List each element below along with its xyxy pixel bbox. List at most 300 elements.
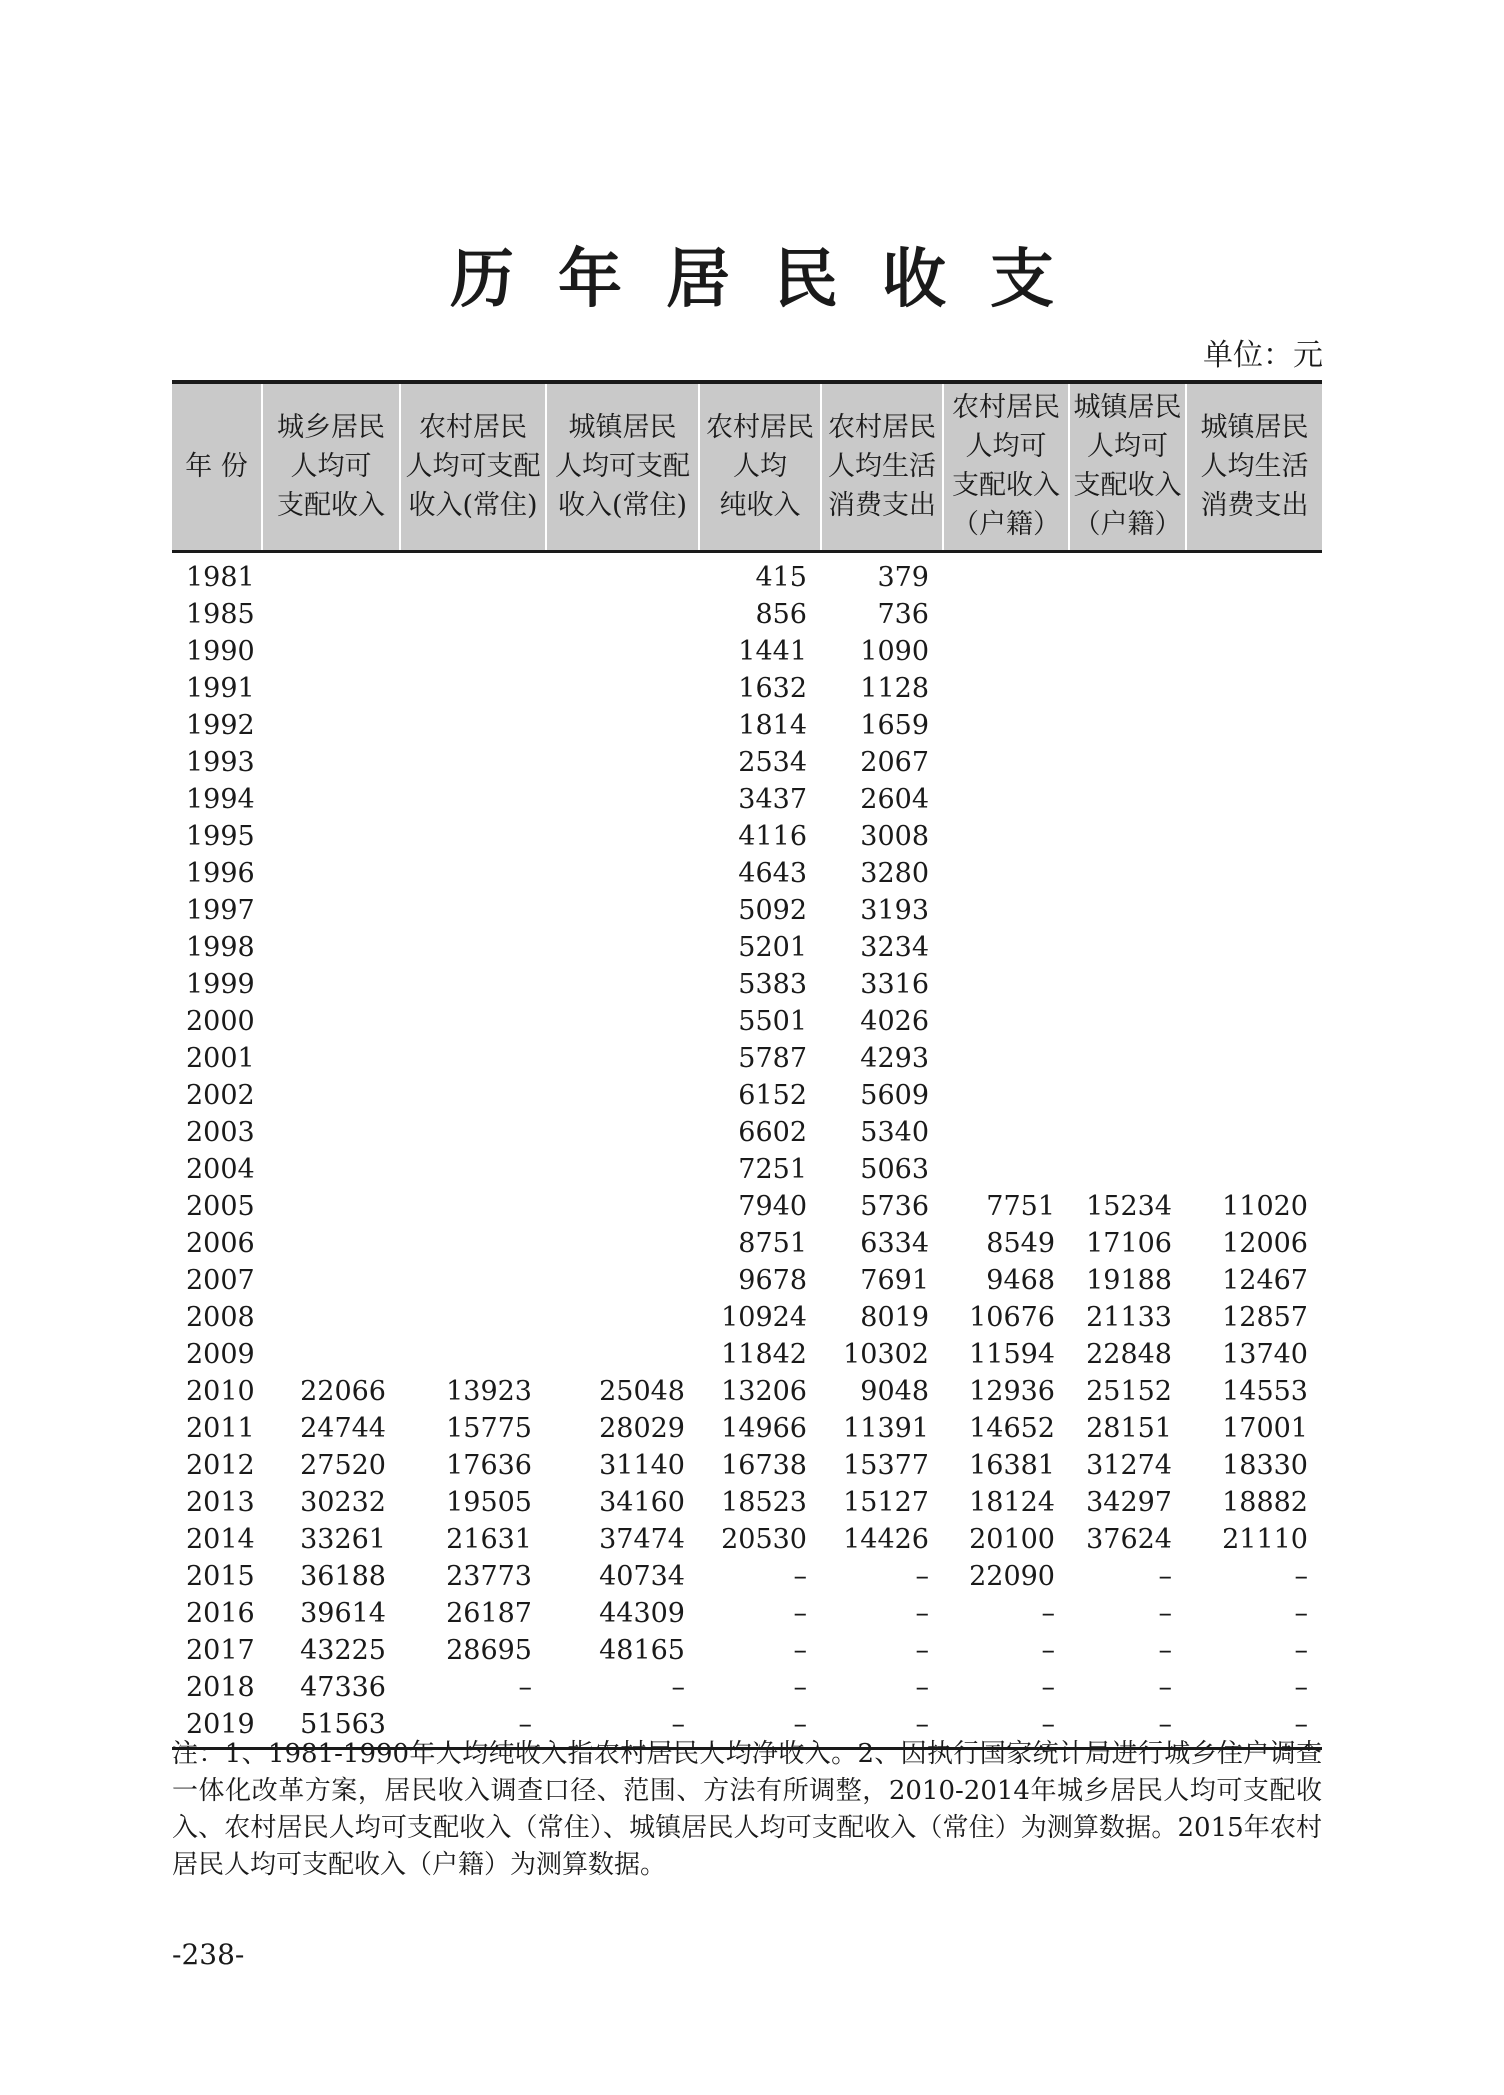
value-cell: 13740 — [1222, 1339, 1308, 1370]
value-cell — [262, 1188, 400, 1225]
value-cell — [400, 892, 546, 929]
value-cell — [943, 855, 1069, 892]
value-cell: 1128 — [860, 673, 929, 704]
value-cell — [1186, 670, 1322, 707]
year-cell: 1996 — [186, 858, 255, 889]
value-cell: 4643 — [738, 858, 807, 889]
value-cell — [400, 552, 546, 597]
value-cell — [262, 1077, 400, 1114]
value-cell — [400, 1336, 546, 1373]
header-column: 农村居民 人均可 支配收入 （户籍） — [943, 382, 1069, 552]
value-cell: 7751 — [986, 1191, 1055, 1222]
table-row — [172, 1595, 1322, 1632]
year-cell: 2005 — [186, 1191, 255, 1222]
value-cell — [262, 1299, 400, 1336]
table-row — [172, 1114, 1322, 1151]
value-cell: 1632 — [738, 673, 807, 704]
table-row — [172, 1299, 1322, 1336]
value-cell — [1069, 633, 1186, 670]
value-cell — [1186, 633, 1322, 670]
value-cell: 5201 — [738, 932, 807, 963]
table-row — [172, 1077, 1322, 1114]
value-cell — [546, 1299, 699, 1336]
value-cell: 11842 — [721, 1339, 807, 1370]
value-cell — [943, 966, 1069, 1003]
value-cell: – — [1158, 1635, 1172, 1666]
value-cell: – — [546, 1706, 699, 1749]
value-cell: 15234 — [1086, 1191, 1172, 1222]
value-cell — [400, 818, 546, 855]
value-cell: 5092 — [738, 895, 807, 926]
table-row — [172, 1410, 1322, 1447]
value-cell — [546, 1077, 699, 1114]
table-row — [172, 818, 1322, 855]
value-cell: 5063 — [860, 1154, 929, 1185]
value-cell: – — [793, 1635, 807, 1666]
value-cell: 39614 — [300, 1598, 386, 1629]
value-cell — [546, 1040, 699, 1077]
value-cell: 10676 — [969, 1302, 1055, 1333]
value-cell — [400, 744, 546, 781]
value-cell: 5609 — [860, 1080, 929, 1111]
value-cell — [400, 596, 546, 633]
value-cell: 1090 — [860, 636, 929, 667]
value-cell — [1069, 707, 1186, 744]
year-cell: 2010 — [186, 1376, 255, 1407]
value-cell: 21110 — [1222, 1524, 1308, 1555]
value-cell — [1069, 1114, 1186, 1151]
value-cell — [546, 1336, 699, 1373]
value-cell — [943, 929, 1069, 966]
value-cell: 5340 — [860, 1117, 929, 1148]
value-cell: 15775 — [446, 1413, 532, 1444]
value-cell — [1186, 929, 1322, 966]
unit-label: 单位：元 — [1203, 338, 1323, 373]
value-cell: 6152 — [738, 1080, 807, 1111]
value-cell: 8019 — [860, 1302, 929, 1333]
year-cell: 2008 — [186, 1302, 255, 1333]
value-cell: 28695 — [446, 1635, 532, 1666]
value-cell: 736 — [877, 599, 929, 630]
value-cell — [400, 1003, 546, 1040]
year-cell: 1994 — [186, 784, 255, 815]
value-cell: – — [1158, 1561, 1172, 1592]
header-column: 农村居民 人均 纯收入 — [699, 382, 821, 552]
value-cell — [262, 744, 400, 781]
value-cell — [943, 1114, 1069, 1151]
year-cell: 2016 — [186, 1598, 255, 1629]
table-row — [172, 707, 1322, 744]
value-cell: 3234 — [860, 932, 929, 963]
value-cell: 17001 — [1222, 1413, 1308, 1444]
table-row — [172, 1040, 1322, 1077]
value-cell: 1659 — [860, 710, 929, 741]
table-row — [172, 1188, 1322, 1225]
value-cell: 7251 — [738, 1154, 807, 1185]
year-cell: 2006 — [186, 1228, 255, 1259]
value-cell: 28151 — [1086, 1413, 1172, 1444]
value-cell: 4293 — [860, 1043, 929, 1074]
value-cell: 13206 — [721, 1376, 807, 1407]
value-cell: 20100 — [969, 1524, 1055, 1555]
value-cell: – — [671, 1672, 685, 1703]
value-cell: – — [943, 1706, 1069, 1749]
value-cell — [400, 1262, 546, 1299]
value-cell: – — [699, 1706, 821, 1749]
value-cell — [1069, 1151, 1186, 1188]
value-cell: 5736 — [860, 1191, 929, 1222]
value-cell: 15127 — [843, 1487, 929, 1518]
value-cell: 14553 — [1222, 1376, 1308, 1407]
value-cell — [400, 1151, 546, 1188]
table-row — [172, 929, 1322, 966]
value-cell: – — [1294, 1561, 1308, 1592]
value-cell — [1069, 596, 1186, 633]
value-cell: – — [821, 1706, 943, 1749]
value-cell — [546, 1225, 699, 1262]
value-cell: 11391 — [843, 1413, 929, 1444]
year-cell: 1990 — [186, 636, 255, 667]
value-cell — [262, 966, 400, 1003]
value-cell — [1069, 966, 1186, 1003]
value-cell: 48165 — [599, 1635, 685, 1666]
year-cell: 2009 — [186, 1339, 255, 1370]
value-cell — [400, 781, 546, 818]
value-cell: 33261 — [300, 1524, 386, 1555]
value-cell: 4116 — [738, 821, 807, 852]
value-cell: 14966 — [721, 1413, 807, 1444]
value-cell: – — [915, 1635, 929, 1666]
value-cell — [1186, 855, 1322, 892]
value-cell: 16738 — [721, 1450, 807, 1481]
header-column: 城乡居民 人均可 支配收入 — [262, 382, 400, 552]
year-cell: 1997 — [186, 895, 255, 926]
value-cell: 10924 — [721, 1302, 807, 1333]
value-cell: 34297 — [1086, 1487, 1172, 1518]
year-cell: 2011 — [186, 1413, 255, 1444]
value-cell: 47336 — [300, 1672, 386, 1703]
value-cell — [943, 1040, 1069, 1077]
table-row — [172, 966, 1322, 1003]
value-cell: 25048 — [599, 1376, 685, 1407]
value-cell: 3280 — [860, 858, 929, 889]
value-cell — [400, 966, 546, 1003]
value-cell: 24744 — [300, 1413, 386, 1444]
value-cell — [943, 781, 1069, 818]
value-cell — [262, 1225, 400, 1262]
year-cell: 2001 — [186, 1043, 255, 1074]
value-cell — [1186, 1151, 1322, 1188]
value-cell — [1069, 1003, 1186, 1040]
value-cell: 22090 — [969, 1561, 1055, 1592]
page-title: 历年居民收支 — [450, 242, 1098, 317]
value-cell: 19505 — [446, 1487, 532, 1518]
value-cell — [546, 855, 699, 892]
value-cell: 1814 — [738, 710, 807, 741]
value-cell — [262, 552, 400, 597]
value-cell — [546, 596, 699, 633]
value-cell — [546, 966, 699, 1003]
value-cell — [400, 1188, 546, 1225]
value-cell — [943, 892, 1069, 929]
value-cell — [262, 1336, 400, 1373]
value-cell — [1069, 670, 1186, 707]
value-cell: 20530 — [721, 1524, 807, 1555]
value-cell — [1186, 596, 1322, 633]
value-cell — [546, 1114, 699, 1151]
value-cell: – — [1294, 1635, 1308, 1666]
value-cell — [262, 781, 400, 818]
table-header-row — [172, 382, 1322, 552]
year-cell: 2007 — [186, 1265, 255, 1296]
table-row — [172, 670, 1322, 707]
value-cell — [262, 1114, 400, 1151]
value-cell — [1069, 781, 1186, 818]
value-cell — [1186, 744, 1322, 781]
value-cell — [1186, 818, 1322, 855]
value-cell: 1441 — [738, 636, 807, 667]
year-cell: 1998 — [186, 932, 255, 963]
value-cell: – — [915, 1672, 929, 1703]
value-cell — [943, 1077, 1069, 1114]
value-cell: – — [793, 1672, 807, 1703]
table-row — [172, 1632, 1322, 1669]
value-cell: 28029 — [599, 1413, 685, 1444]
table-row — [172, 1521, 1322, 1558]
value-cell: – — [1294, 1598, 1308, 1629]
value-cell — [1069, 855, 1186, 892]
value-cell: – — [400, 1706, 546, 1749]
value-cell — [546, 552, 699, 597]
value-cell — [262, 670, 400, 707]
year-cell: 2018 — [186, 1672, 255, 1703]
value-cell: 37474 — [599, 1524, 685, 1555]
value-cell — [262, 1003, 400, 1040]
value-cell: 12936 — [969, 1376, 1055, 1407]
value-cell: 379 — [877, 562, 929, 593]
table-body — [172, 552, 1322, 1749]
value-cell — [1069, 1040, 1186, 1077]
value-cell — [1186, 1003, 1322, 1040]
table-row — [172, 552, 1322, 597]
year-cell: 2003 — [186, 1117, 255, 1148]
value-cell — [1186, 781, 1322, 818]
value-cell: 40734 — [599, 1561, 685, 1592]
value-cell: 5383 — [738, 969, 807, 1000]
value-cell: 37624 — [1086, 1524, 1172, 1555]
value-cell — [943, 818, 1069, 855]
value-cell: 12006 — [1222, 1228, 1308, 1259]
value-cell: 17106 — [1086, 1228, 1172, 1259]
value-cell — [943, 552, 1069, 597]
value-cell: 21133 — [1086, 1302, 1172, 1333]
value-cell — [943, 1151, 1069, 1188]
value-cell — [1186, 1114, 1322, 1151]
value-cell — [1069, 929, 1186, 966]
value-cell — [400, 707, 546, 744]
table-row — [172, 1003, 1322, 1040]
value-cell — [943, 744, 1069, 781]
table-row — [172, 1262, 1322, 1299]
year-cell: 2002 — [186, 1080, 255, 1111]
value-cell: 22848 — [1086, 1339, 1172, 1370]
value-cell — [546, 781, 699, 818]
value-cell — [546, 670, 699, 707]
value-cell — [262, 1040, 400, 1077]
value-cell: – — [793, 1561, 807, 1592]
value-cell — [943, 633, 1069, 670]
value-cell — [1186, 966, 1322, 1003]
table-row — [172, 633, 1322, 670]
value-cell: 3008 — [860, 821, 929, 852]
year-cell: 2012 — [186, 1450, 255, 1481]
value-cell: 12857 — [1222, 1302, 1308, 1333]
value-cell — [1069, 818, 1186, 855]
value-cell — [262, 892, 400, 929]
value-cell: – — [1158, 1598, 1172, 1629]
value-cell: – — [1294, 1672, 1308, 1703]
year-cell: 2019 — [172, 1706, 262, 1749]
value-cell — [546, 892, 699, 929]
value-cell — [400, 1299, 546, 1336]
year-cell: 2004 — [186, 1154, 255, 1185]
value-cell: 30232 — [300, 1487, 386, 1518]
table-row — [172, 1447, 1322, 1484]
value-cell: 31140 — [599, 1450, 685, 1481]
value-cell — [546, 744, 699, 781]
year-cell: 2017 — [186, 1635, 255, 1666]
value-cell: 2534 — [738, 747, 807, 778]
income-expenditure-table — [172, 380, 1322, 1750]
value-cell: 3437 — [738, 784, 807, 815]
value-cell — [262, 707, 400, 744]
table-row — [172, 855, 1322, 892]
value-cell — [400, 1114, 546, 1151]
table-row — [172, 1151, 1322, 1188]
value-cell — [1186, 707, 1322, 744]
value-cell: 34160 — [599, 1487, 685, 1518]
value-cell: 22066 — [300, 1376, 386, 1407]
value-cell: 14426 — [843, 1524, 929, 1555]
value-cell — [546, 1151, 699, 1188]
value-cell: 3193 — [860, 895, 929, 926]
year-cell: 1992 — [186, 710, 255, 741]
value-cell — [1069, 892, 1186, 929]
value-cell: 2604 — [860, 784, 929, 815]
value-cell: 11594 — [969, 1339, 1055, 1370]
value-cell: 21631 — [446, 1524, 532, 1555]
value-cell: 3316 — [860, 969, 929, 1000]
value-cell — [1186, 1077, 1322, 1114]
value-cell: 18330 — [1222, 1450, 1308, 1481]
header-column: 农村居民 人均生活 消费支出 — [821, 382, 943, 552]
value-cell: 14652 — [969, 1413, 1055, 1444]
value-cell — [943, 707, 1069, 744]
value-cell — [262, 818, 400, 855]
value-cell: 6602 — [738, 1117, 807, 1148]
year-cell: 2014 — [186, 1524, 255, 1555]
value-cell — [546, 929, 699, 966]
value-cell: – — [1041, 1598, 1055, 1629]
value-cell — [400, 1040, 546, 1077]
value-cell — [1069, 744, 1186, 781]
value-cell: 18882 — [1222, 1487, 1308, 1518]
value-cell — [400, 855, 546, 892]
year-cell: 2000 — [186, 1006, 255, 1037]
table-row — [172, 1225, 1322, 1262]
value-cell: 23773 — [446, 1561, 532, 1592]
value-cell: 7691 — [860, 1265, 929, 1296]
value-cell: – — [915, 1598, 929, 1629]
year-cell: 1981 — [186, 562, 255, 593]
value-cell: 18124 — [969, 1487, 1055, 1518]
value-cell: – — [915, 1561, 929, 1592]
header-column: 农村居民 人均可支配 收入(常住) — [400, 382, 546, 552]
table-row — [172, 1336, 1322, 1373]
value-cell — [262, 1151, 400, 1188]
value-cell: – — [793, 1598, 807, 1629]
value-cell — [546, 707, 699, 744]
value-cell: 26187 — [446, 1598, 532, 1629]
value-cell: 9468 — [986, 1265, 1055, 1296]
header-year: 年 份 — [172, 382, 262, 552]
value-cell: 11020 — [1222, 1191, 1308, 1222]
header-column: 城镇居民 人均生活 消费支出 — [1186, 382, 1322, 552]
value-cell — [546, 633, 699, 670]
value-cell: 36188 — [300, 1561, 386, 1592]
value-cell: 8549 — [986, 1228, 1055, 1259]
value-cell: 9048 — [860, 1376, 929, 1407]
value-cell: 8751 — [738, 1228, 807, 1259]
value-cell: 43225 — [300, 1635, 386, 1666]
value-cell: 10302 — [843, 1339, 929, 1370]
value-cell: 18523 — [721, 1487, 807, 1518]
value-cell — [943, 670, 1069, 707]
value-cell — [262, 929, 400, 966]
value-cell: 7940 — [738, 1191, 807, 1222]
value-cell: 25152 — [1086, 1376, 1172, 1407]
value-cell: 9678 — [738, 1265, 807, 1296]
table-row — [172, 744, 1322, 781]
table-row — [172, 1558, 1322, 1595]
year-cell: 1995 — [186, 821, 255, 852]
header-column: 城镇居民 人均可支配 收入(常住) — [546, 382, 699, 552]
value-cell — [546, 1003, 699, 1040]
value-cell: 31274 — [1086, 1450, 1172, 1481]
value-cell: 16381 — [969, 1450, 1055, 1481]
value-cell: 6334 — [860, 1228, 929, 1259]
value-cell: 13923 — [446, 1376, 532, 1407]
year-cell: 1985 — [186, 599, 255, 630]
table-row — [172, 892, 1322, 929]
table-row — [172, 781, 1322, 818]
value-cell: 4026 — [860, 1006, 929, 1037]
value-cell — [400, 1225, 546, 1262]
value-cell — [1069, 1077, 1186, 1114]
value-cell — [262, 855, 400, 892]
value-cell: – — [1186, 1706, 1322, 1749]
page-number: -238- — [172, 1938, 245, 1971]
value-cell: 856 — [755, 599, 807, 630]
value-cell — [400, 633, 546, 670]
value-cell — [262, 1262, 400, 1299]
value-cell: 5787 — [738, 1043, 807, 1074]
value-cell: 15377 — [843, 1450, 929, 1481]
value-cell — [1186, 552, 1322, 597]
value-cell — [400, 1077, 546, 1114]
value-cell: – — [1041, 1635, 1055, 1666]
year-cell: 2015 — [186, 1561, 255, 1592]
